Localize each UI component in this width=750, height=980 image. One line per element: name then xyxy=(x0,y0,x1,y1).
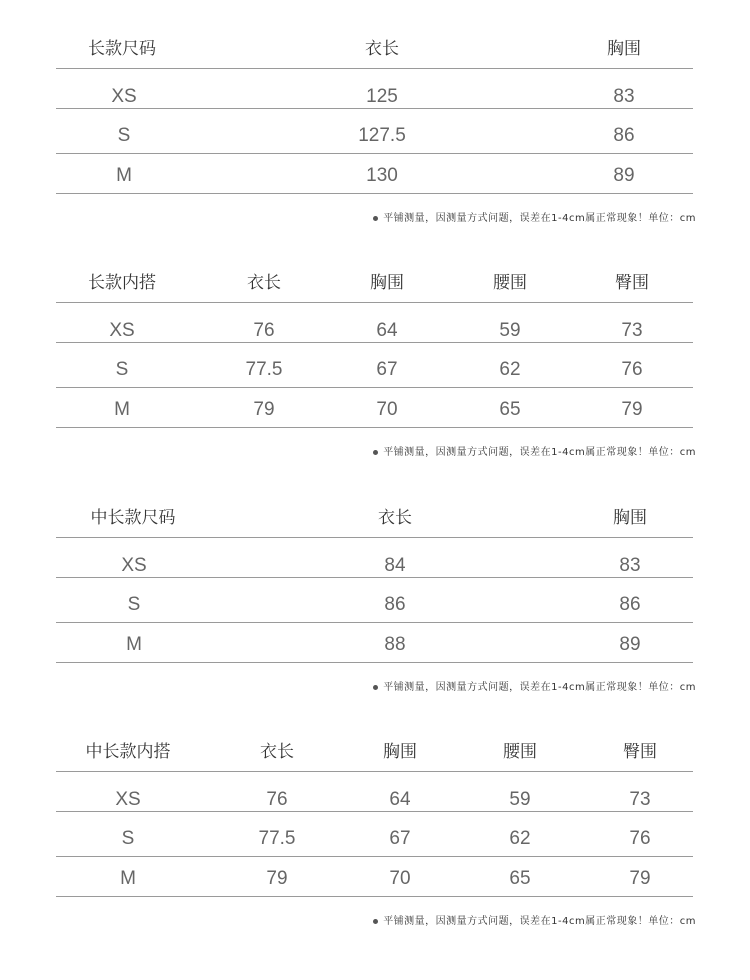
table-cell: 79 xyxy=(266,868,288,889)
header-cell: 腰围 xyxy=(503,742,537,762)
measurement-note xyxy=(373,912,696,927)
divider xyxy=(56,387,693,388)
header-cell: 中长款内搭 xyxy=(85,742,171,762)
table-cell: 130 xyxy=(366,165,398,186)
table-cell: 86 xyxy=(619,594,641,615)
size-table-2 xyxy=(56,268,693,420)
header-cell: 衣长 xyxy=(247,273,281,293)
divider xyxy=(56,662,693,663)
header-cell: 长款内搭 xyxy=(88,273,156,293)
table-header xyxy=(56,34,693,68)
divider xyxy=(56,577,693,578)
header-cell: 胸围 xyxy=(383,742,417,762)
table-cell: 59 xyxy=(499,320,521,341)
size-table-4 xyxy=(56,737,693,889)
divider xyxy=(56,342,693,343)
header-cell: 胸围 xyxy=(613,508,647,528)
table-row xyxy=(56,359,693,399)
table-cell: 84 xyxy=(384,555,406,576)
table-cell: M xyxy=(116,165,132,186)
table-cell: 73 xyxy=(629,789,651,810)
table-cell: 79 xyxy=(621,399,643,420)
header-cell: 衣长 xyxy=(260,742,294,762)
header-cell: 衣长 xyxy=(378,508,412,528)
measurement-note xyxy=(373,443,696,458)
table-row xyxy=(56,868,693,908)
note-text: 平铺测量，因测量方式问题，误差在1-4cm属正常现象！单位：cm xyxy=(383,447,696,458)
divider xyxy=(56,811,693,812)
note-text: 平铺测量，因测量方式问题，误差在1-4cm属正常现象！单位：cm xyxy=(383,213,696,224)
table-row xyxy=(56,634,693,674)
size-table-3 xyxy=(56,503,693,655)
size-table-1 xyxy=(56,34,693,186)
note-text: 平铺测量，因测量方式问题，误差在1-4cm属正常现象！单位：cm xyxy=(383,916,696,927)
bullet-dot xyxy=(373,450,378,455)
table-cell: 62 xyxy=(499,359,521,380)
table-cell: 70 xyxy=(376,399,398,420)
header-cell: 臀围 xyxy=(615,273,649,293)
divider xyxy=(56,622,693,623)
table-cell: S xyxy=(121,828,135,849)
table-cell: 67 xyxy=(389,828,411,849)
header-cell: 中长款尺码 xyxy=(90,508,176,528)
table-cell: S xyxy=(117,125,131,146)
table-cell: 64 xyxy=(389,789,411,810)
table-cell: S xyxy=(127,594,141,615)
header-cell: 臀围 xyxy=(623,742,657,762)
table-cell: M xyxy=(114,399,130,420)
table-cell: 83 xyxy=(619,555,641,576)
divider xyxy=(56,537,693,538)
header-cell: 长款尺码 xyxy=(88,39,156,59)
table-row xyxy=(56,399,693,439)
table-cell: 65 xyxy=(509,868,531,889)
table-cell: 125 xyxy=(366,86,398,107)
table-row xyxy=(56,828,693,868)
divider xyxy=(56,896,693,897)
bullet-dot xyxy=(373,919,378,924)
table-row xyxy=(56,165,693,205)
table-row xyxy=(56,125,693,165)
table-cell: 88 xyxy=(384,634,406,655)
header-cell: 胸围 xyxy=(607,39,641,59)
bullet-dot xyxy=(373,685,378,690)
table-cell: 64 xyxy=(376,320,398,341)
table-header xyxy=(56,503,693,537)
table-cell: XS xyxy=(109,320,135,341)
table-cell: 76 xyxy=(629,828,651,849)
table-cell: XS xyxy=(111,86,137,107)
header-cell: 腰围 xyxy=(493,273,527,293)
table-cell: XS xyxy=(121,555,147,576)
note-text: 平铺测量，因测量方式问题，误差在1-4cm属正常现象！单位：cm xyxy=(383,682,696,693)
bullet-dot xyxy=(373,216,378,221)
divider xyxy=(56,193,693,194)
header-cell: 衣长 xyxy=(365,39,399,59)
table-cell: 59 xyxy=(509,789,531,810)
table-cell: 76 xyxy=(253,320,275,341)
table-cell: 86 xyxy=(613,125,635,146)
table-cell: 127.5 xyxy=(358,125,406,146)
table-cell: 70 xyxy=(389,868,411,889)
divider xyxy=(56,427,693,428)
table-cell: M xyxy=(120,868,136,889)
table-row xyxy=(56,594,693,634)
table-cell: 83 xyxy=(613,86,635,107)
table-cell: 77.5 xyxy=(245,359,283,380)
table-cell: 89 xyxy=(619,634,641,655)
divider xyxy=(56,68,693,69)
table-cell: S xyxy=(115,359,129,380)
divider xyxy=(56,108,693,109)
table-row xyxy=(56,555,693,595)
table-cell: 76 xyxy=(266,789,288,810)
table-row xyxy=(56,320,693,360)
table-cell: XS xyxy=(115,789,141,810)
divider xyxy=(56,856,693,857)
table-header xyxy=(56,737,693,771)
divider xyxy=(56,771,693,772)
table-row xyxy=(56,789,693,829)
table-cell: 86 xyxy=(384,594,406,615)
table-cell: 89 xyxy=(613,165,635,186)
measurement-note xyxy=(373,678,696,693)
table-header xyxy=(56,268,693,302)
divider xyxy=(56,302,693,303)
table-row xyxy=(56,86,693,126)
table-cell: 76 xyxy=(621,359,643,380)
table-cell: 79 xyxy=(253,399,275,420)
table-cell: 65 xyxy=(499,399,521,420)
table-cell: 79 xyxy=(629,868,651,889)
divider xyxy=(56,153,693,154)
table-cell: 77.5 xyxy=(258,828,296,849)
table-cell: 73 xyxy=(621,320,643,341)
measurement-note xyxy=(373,209,696,224)
header-cell: 胸围 xyxy=(370,273,404,293)
table-cell: 62 xyxy=(509,828,531,849)
table-cell: 67 xyxy=(376,359,398,380)
table-cell: M xyxy=(126,634,142,655)
